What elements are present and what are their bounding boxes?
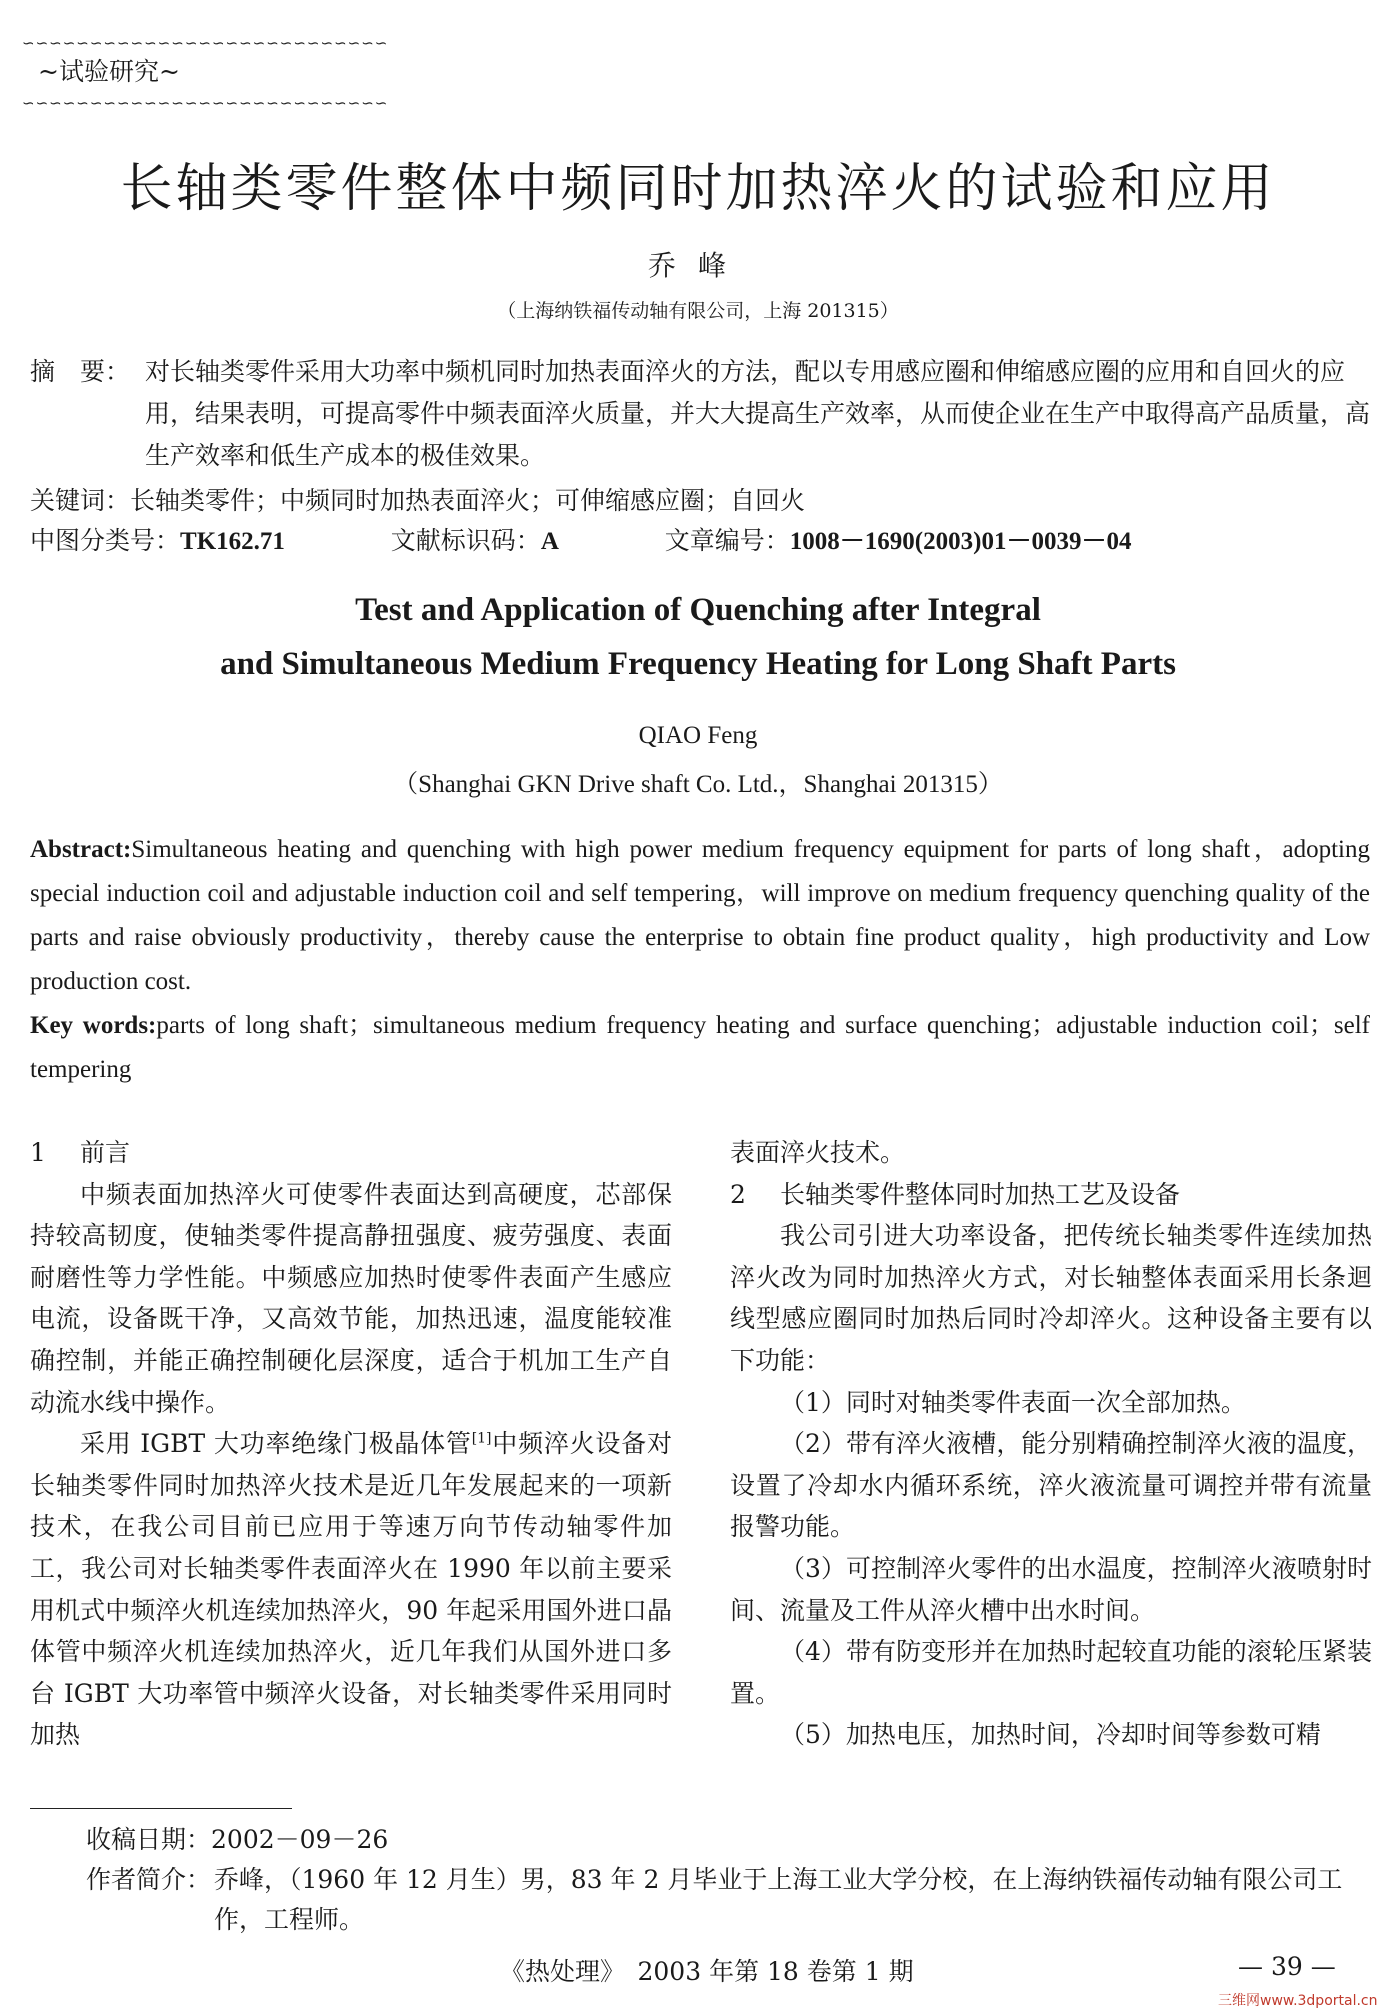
paragraph-2-rest: 中频淬火设备对长轴类零件同时加热淬火技术是近几年发展起来的一项新技术，在我公司目前已应用于等速万向节传动轴零件加工，我公司对长轴类零件表面淬火在 1990 年以前主要采用机式中频淬火机连续加热淬火，90 年起采用国外进口晶体管中频淬火机连续加热淬火，近几年我们从国外进口多台 IGBT 大功率管中频淬火设备，对长轴类零件采用同时加热 [30,1429,672,1750]
keywords-en [30,1004,1370,1092]
keywords-en-text: parts of long shaft；simultaneous medium frequency heating and surface quenching；adjustable induction coil；self tempering [30,1012,1370,1083]
feature-2: （2）带有淬火液槽，能分别精确控制淬火液的温度，设置了冷却水内循环系统，淬火液流量可调控并带有流量报警功能。 [730,1429,1372,1542]
citation-ref-1: [1] [471,1430,492,1447]
section-1-title: 前言 [80,1138,131,1167]
feature-3: （3）可控制淬火零件的出水温度，控制淬火液喷射时间、流量及工件从淬火槽中出水时间。 [730,1553,1372,1625]
author-affiliation: （上海纳铁福传动轴有限公司，上海 201315） [497,300,899,322]
paragraph-2-continued: 表面淬火技术。 [730,1138,906,1167]
abstract-en-label: Abstract: [30,836,132,863]
english-title-line2: and Simultaneous Medium Frequency Heating for Long Shaft Parts [220,646,1176,682]
abstract-en-text: Simultaneous heating and quenching with high power medium frequency equipment for parts of long shaft，adopting special induction coil and adjustable induction coil and self tempering，will improve on medium frequency quenching quality of the parts and raise obviously productivity，thereby cause the enterprise to obtain fine product quality，high productivity and Low production cost. [30,836,1370,995]
section-1-number: 1 [30,1138,46,1167]
journal-info: 《热处理》 2003 年第 18 卷第 1 期 [500,1957,914,1986]
paragraph-2-start: 采用 IGBT 大功率绝缘门极晶体管 [80,1429,472,1459]
classification-line [30,520,1370,563]
feature-4: （4）带有防变形并在加热时起较直功能的滚轮压紧装置。 [730,1637,1372,1708]
abstract-cn-label: 摘 要： [30,357,131,386]
paper-title: 长轴类零件整体中频同时加热淬火的试验和应用 [120,159,1276,219]
english-title-line1: Test and Application of Quenching after Integral [355,592,1041,628]
paragraph-1: 中频表面加热淬火可使零件表面达到高硬度，芯部保持较高韧度，使轴类零件提高静扭强度、疲劳强度、表面耐磨性等力学性能。中频感应加热时使零件表面产生感应电流，设备既干净，又高效节能，加热迅速，温度能较准确控制，并能正确控制硬化层深度，适合于机加工生产自动流水线中操作。 [30,1179,672,1417]
received-date [86,1820,1376,1860]
feature-1: （1）同时对轴类零件表面一次全部加热。 [780,1387,1246,1417]
english-author: QIAO Feng [638,722,758,749]
footnote [86,1820,1376,1940]
keywords-cn-text: 长轴类零件；中频同时加热表面淬火；可伸缩感应圈；自回火 [130,486,806,515]
bio-label: 作者简介： [86,1865,212,1894]
section-2-number: 2 [730,1179,746,1209]
article-no-label: 文章编号： [664,526,790,555]
section-2-heading [730,1174,1372,1216]
section-tag: ~试验研究~ [38,57,180,86]
doc-code-label: 文献标识码： [390,526,541,555]
keywords-cn-label: 关键词： [30,486,131,515]
keywords-cn [30,480,1370,522]
body-left-column [30,1132,672,1756]
footnote-rule [30,1808,292,1809]
received-label: 收稿日期： [86,1825,212,1854]
header-wave-top: ∽∽∽∽∽∽∽∽∽∽∽∽∽∽∽∽∽∽∽∽∽∽∽∽∽∽∽ [22,34,389,52]
body-right-column [730,1132,1372,1756]
english-affiliation: （Shanghai GKN Drive shaft Co. Ltd.，Shanghai 201315） [393,771,1003,798]
section-2-title: 长轴类零件整体同时加热工艺及设备 [780,1179,1181,1209]
author-bio [86,1860,1376,1940]
article-no-value: 1008－1690(2003)01－0039－04 [789,528,1132,555]
author-name: 乔峰 [647,249,748,282]
abstract-cn [30,351,1370,477]
keywords-en-label: Key words: [30,1012,157,1039]
header-wave-bottom: ∽∽∽∽∽∽∽∽∽∽∽∽∽∽∽∽∽∽∽∽∽∽∽∽∽∽∽ [22,94,389,112]
feature-5: （5）加热电压，加热时间，冷却时间等参数可精 [780,1720,1321,1750]
bio-text: 乔峰，（1960 年 12 月生）男，83 年 2 月毕业于上海工业大学分校，在上海纳铁福传动轴有限公司工作，工程师。 [214,1865,1343,1934]
received-value: 2002－09－26 [211,1825,389,1854]
watermark: 三维网www.3dportal.cn [1218,1993,1378,2009]
paragraph-2 [30,1423,672,1756]
clc-label: 中图分类号： [30,526,181,555]
page-number: — 39 — [1238,1952,1336,1981]
paragraph-3: 我公司引进大功率设备，把传统长轴类零件连续加热淬火改为同时加热淬火方式，对长轴整体表面采用长条迴线型感应圈同时加热后同时冷却淬火。这种设备主要有以下功能： [730,1221,1372,1375]
section-1-heading [30,1132,672,1174]
doc-code-value: A [540,528,559,555]
abstract-en [30,828,1370,1004]
clc-value: TK162.71 [180,528,285,555]
abstract-cn-text: 对长轴类零件采用大功率中频机同时加热表面淬火的方法，配以专用感应圈和伸缩感应圈的应用和自回火的应用，结果表明，可提高零件中频表面淬火质量，并大大提高生产效率，从而使企业在生产中取得高产品质量，高生产效率和低生产成本的极佳效果。 [145,357,1371,470]
